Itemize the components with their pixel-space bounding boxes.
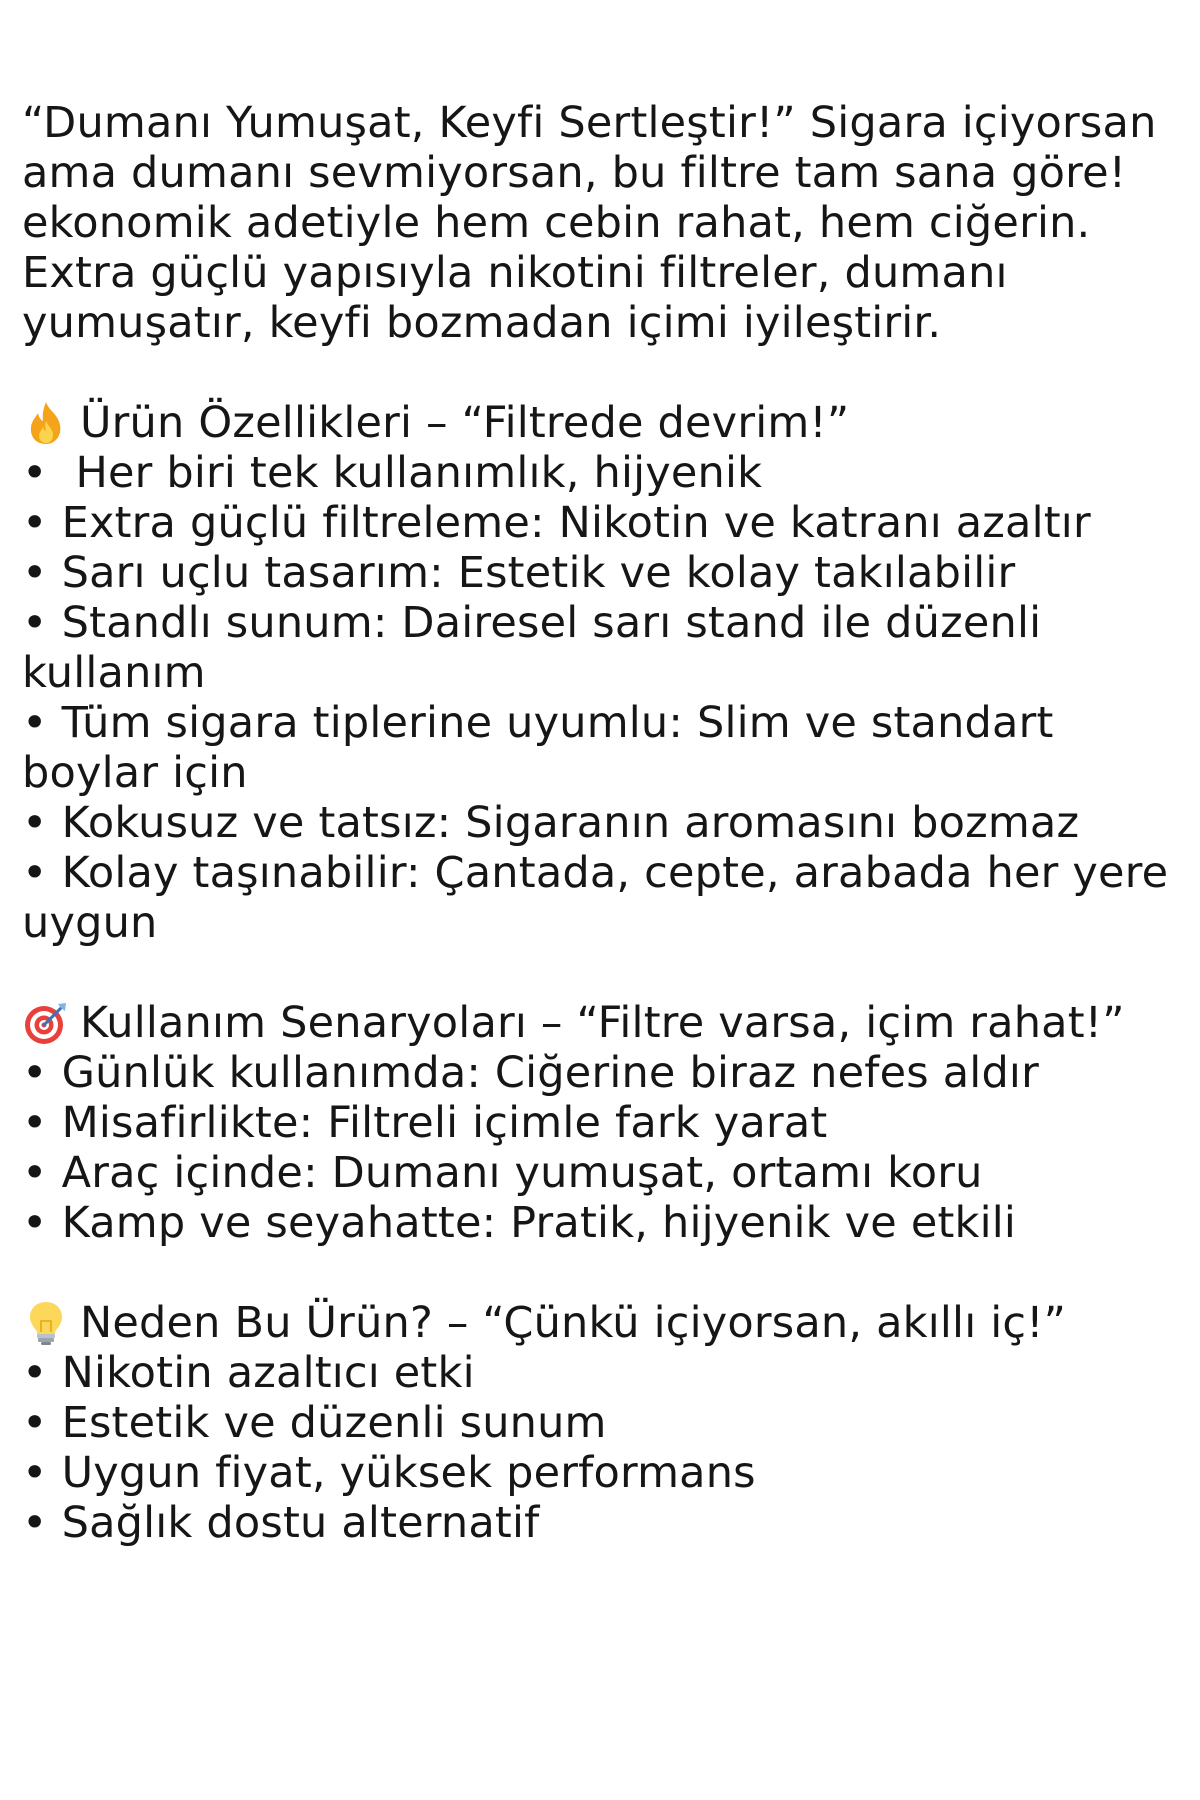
bullet: •	[22, 448, 48, 498]
section-heading	[22, 1298, 1182, 1348]
bullet: •	[22, 1498, 48, 1548]
list-item: • Kokusuz ve tatsız: Sigaranın aromasını bozmaz	[22, 798, 1080, 848]
section-heading-text: Neden Bu Ürün? – “Çünkü içiyorsan, akıllı iç!”	[80, 1298, 1067, 1348]
bullet: •	[22, 1198, 48, 1248]
product-description	[22, 98, 1182, 1548]
usage-scenarios-section	[22, 998, 1182, 1248]
bullet: •	[22, 1098, 48, 1148]
list-item: • Standlı sunum: Dairesel sarı stand ile düzenli kullanım	[22, 598, 1042, 698]
list-item: • Sağlık dostu alternatif	[22, 1498, 540, 1548]
section-heading	[22, 398, 1182, 448]
section-heading-text: Kullanım Senaryoları – “Filtre varsa, içim rahat!”	[80, 998, 1125, 1048]
bullet: •	[22, 698, 48, 748]
section-heading	[22, 998, 1182, 1048]
intro-paragraph: “Dumanı Yumuşat, Keyfi Sertleştir!” Sigara içiyorsan ama dumanı sevmiyorsan, bu filtre tam sana göre! ekonomik adetiyle hem cebin rahat, hem ciğerin. Extra güçlü yapısıyla nikotini filtreler, dumanı yumuşatır, keyfi bozmadan içimi iyileştirir.	[22, 98, 1157, 348]
list-item: • Günlük kullanımda: Ciğerine biraz nefes aldır	[22, 1048, 1039, 1098]
features-section	[22, 398, 1182, 948]
bullet: •	[22, 548, 48, 598]
bullet: •	[22, 1348, 48, 1398]
bullet: •	[22, 1048, 48, 1098]
bullet: •	[22, 1448, 48, 1498]
target-icon	[22, 999, 70, 1043]
list-item: • Uygun fiyat, yüksek performans	[22, 1448, 756, 1498]
list-item: • Sarı uçlu tasarım: Estetik ve kolay takılabilir	[22, 548, 1016, 598]
list-item: • Kolay taşınabilir: Çantada, cepte, arabada her yere uygun	[22, 848, 1169, 948]
why-this-product-section	[22, 1298, 1182, 1548]
bullet: •	[22, 598, 48, 648]
list-item: • Misafirlikte: Filtreli içimle fark yarat	[22, 1098, 828, 1148]
list-item: • Kamp ve seyahatte: Pratik, hijyenik ve etkili	[22, 1198, 1017, 1248]
bullet: •	[22, 1398, 48, 1448]
lightbulb-icon	[22, 1299, 70, 1343]
list-item: • Tüm sigara tiplerine uyumlu: Slim ve standart boylar için	[22, 698, 1054, 798]
list-item: • Her biri tek kullanımlık, hijyenik	[22, 448, 763, 498]
section-heading-text: Ürün Özellikleri – “Filtrede devrim!”	[80, 398, 850, 448]
list-item: • Nikotin azaltıcı etki	[22, 1348, 475, 1398]
bullet: •	[22, 1148, 48, 1198]
bullet: •	[22, 848, 48, 898]
bullet: •	[22, 798, 48, 848]
list-item: • Estetik ve düzenli sunum	[22, 1398, 607, 1448]
list-item: • Extra güçlü filtreleme: Nikotin ve katranı azaltır	[22, 498, 1091, 548]
list-item: • Araç içinde: Dumanı yumuşat, ortamı koru	[22, 1148, 983, 1198]
bullet: •	[22, 498, 48, 548]
fire-icon	[22, 399, 70, 443]
